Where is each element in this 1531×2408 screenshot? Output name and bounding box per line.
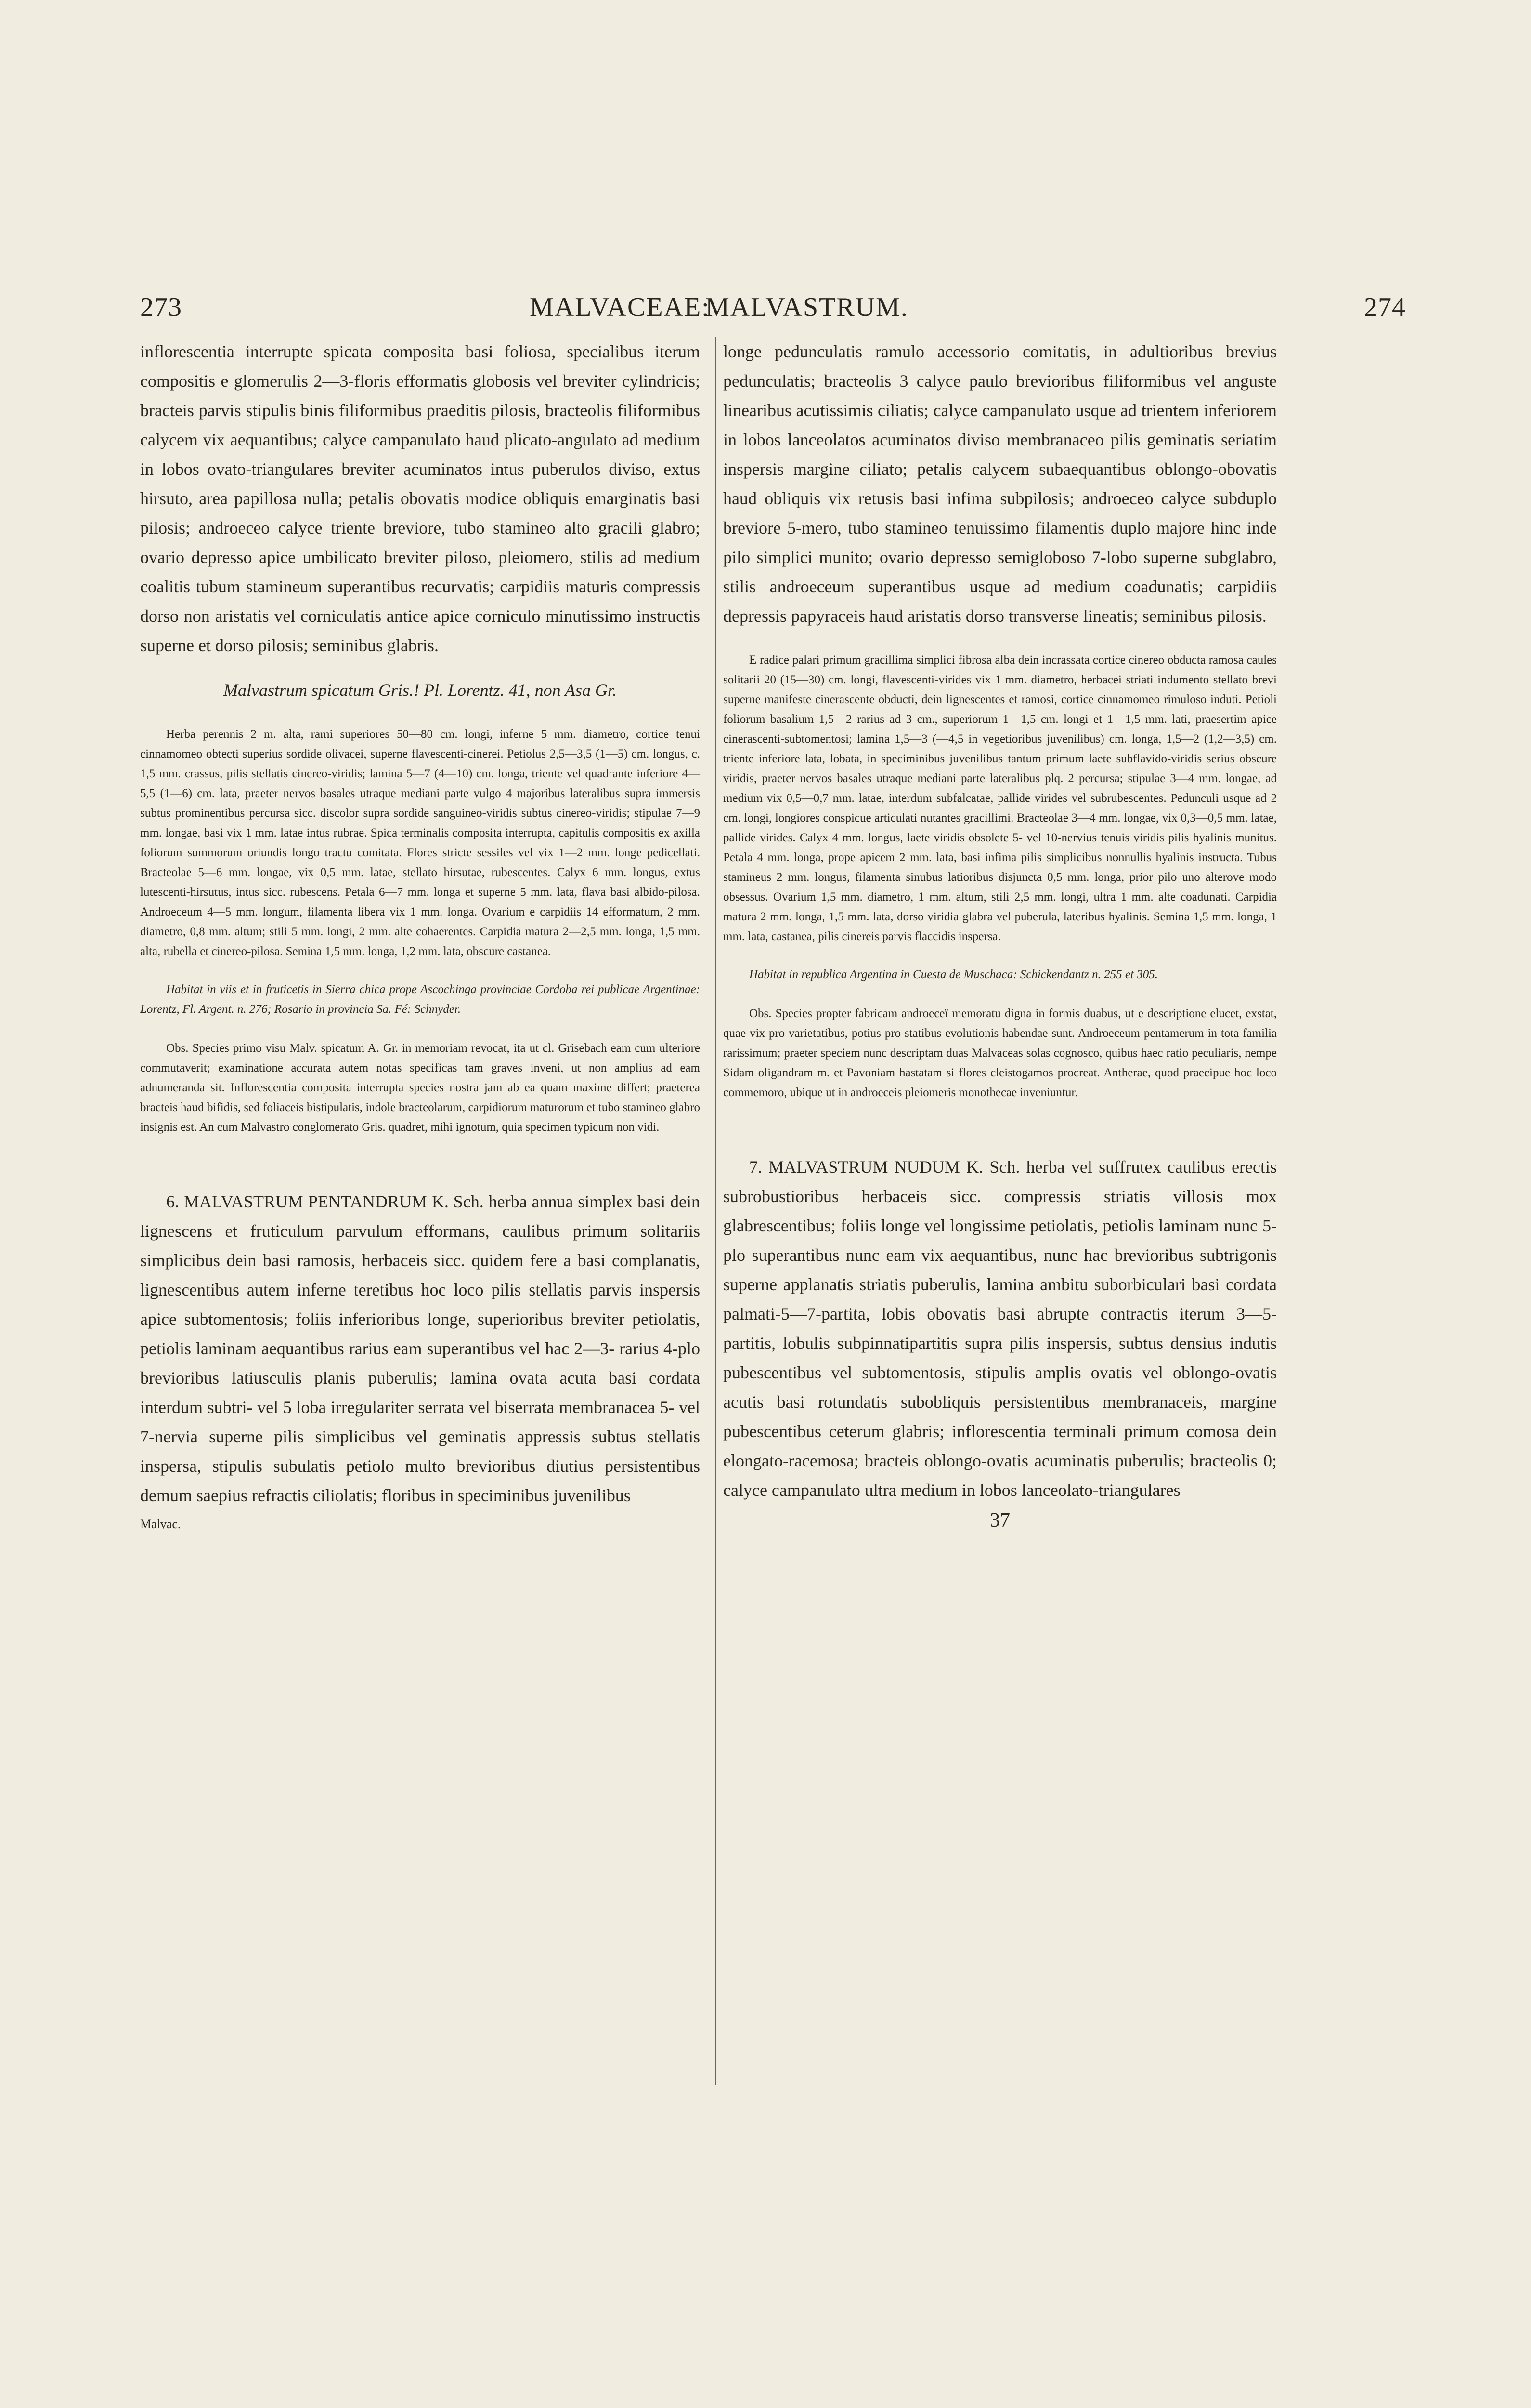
left-citation: Malvastrum spicatum Gris.! Pl. Lorentz. 41, non Asa Gr. — [223, 681, 617, 700]
left-intro-paragraph: inflorescentia interrupte spicata composita basi foliosa, specialibus iterum compositis e glomerulis 2—3-floris efformatis globosis vel breviter cylindricis; bracteis parvis stipulis binis filiformibus praeditis pilosis, bracteolis filiformibus calycem vix aequantibus; calyce campanulato haud plicato-angulato ad medium in lobos ovato-triangulares breviter acuminatos intus puberulos diviso, extus hirsuto, area papillosa nulla; petalis obovatis modice obliquis emarginatis basi pilosis; androeceo calyce triente breviore, tubo stamineo alto gracili glabro; ovario depresso apice umbilicato breviter piloso, pleiomero, stilis ad medium coalitis tubum stamineum superantibus recurvatis; carpidiis maturis compressis dorso non aristatis vel corniculatis antice apice corniculo minutissimo instructis superne et dorso pilosis; seminibus glabris. — [140, 342, 700, 655]
right-observation: Obs. Species propter fabricam androeceï memoratu digna in formis duabus, ut e descriptione elucet, exstat, quae vix pro varietatibus, potius pro statibus evolutionis habendae sunt. Androeceum pentamerum in tota familia rarissimum; praeter speciem nunc descriptam duas Malvaceas solas cognosco, quibus haec ratio peculiaris, nempe Sidam oligandram m. et Pavoniam hastatam si flores cleistogamos procreat. Antherae, quod praecipue hoc loco commemoro, ubique ut in androeceis pleiomeris monothecae inveniuntur. — [723, 1007, 1277, 1099]
left-observation: Obs. Species primo visu Malv. spicatum A. Gr. in memoriam revocat, ita ut cl. Grisebach eam cum ulteriore commutaverit; examinatione accurata autem notas specificas tam graves inveni, ut non amplius ad eam adnumeranda sit. Inflorescentia composita interrupta species nostra jam ab ea quam maxime differt; praeterea bracteis haud bifidis, sed foliaceis bistipulatis, indole bracteolarum, carpidiorum maturorum et tubo stamineo glabro insignis est. An cum Malvastro conglomerato Gris. quadret, mihi ignotum, quia specimen typicum non vidi. — [140, 1042, 700, 1134]
right-habitat: Habitat in republica Argentina in Cuesta de Muschaca: Schickendantz n. 255 et 305. — [749, 968, 1158, 981]
folio-number: 37 — [990, 1509, 1010, 1531]
column-divider — [715, 337, 716, 2085]
left-description: Herba perennis 2 m. alta, rami superiores 50—80 cm. longi, inferne 5 mm. diametro, cortice tenui cinnamomeo obtecti superius sordide olivacei, superne flavescenti-cinerei. Petiolus 2,5—3,5 (1—5) cm. longus, c. 1,5 mm. crassus, pilis stellatis cinereo-viridis; lamina 5—7 (4—10) cm. longa, triente vel quadrante inferiore 4—5,5 (1—6) cm. lata, praeter nervos basales utraque mediani parte vulgo 4 majoribus lateralibus supra immersis subtus prominentibus percursa sicc. discolor supra sordide sanguineo-viridis subtus cinereo-viridis; stipulae 7—9 mm. longae, basi vix 1 mm. latae intus rubrae. Spica terminalis composita interrupta, capitulis compositis ex axilla foliorum summorum oriundis longo tractu comitata. Flores stricte sessiles vel vix 1—2 mm. longe pedicellati. Bracteolae 5—6 mm. longae, vix 0,5 mm. latae, stellato hirsutae, rubescentes. Calyx 6 mm. longus, extus lutescenti-hirsutus, intus sicc. rubescens. Petala 6—7 mm. longa et superne 5 mm. lata, flava basi albido-pilosa. Androeceum 4—5 mm. longum, filamenta libera vix 1 mm. longa. Ovarium e carpidiis 14 efformatum, 2 mm. diametro, 0,8 mm. altum; stili 5 mm. longi, 2 mm. alte cohaerentes. Carpidia matura 2—2,5 mm. longa, 1,5 mm. alta, rubella et cinereo-pilosa. Semina 1,5 mm. longa, 1,2 mm. lata, obscure castanea. — [140, 728, 700, 958]
species-7-paragraph: 7. MALVASTRUM NUDUM K. Sch. herba vel suffrutex caulibus erectis subrobustioribus herbaceis sicc. compressis striatis villosis mox glabrescentibus; foliis longe vel longissime petiolatis, petiolis laminam nunc 5-plo superantibus nunc eam vix aequantibus, nunc hac brevioribus subtrigonis superne applanatis striatis puberulis, lamina ambitu suborbiculari basi cordata palmati-5—7-partita, lobis obovatis basi abrupte contractis iterum 3—5-partitis, lobulis subpinnatipartitis supra pilis inspersis, subtus densius indutis pubescentibus vel subtomentosis, stipulis amplis ovatis vel oblongo-ovatis acutis basi rotundatis subobliquis persistentibus membranaceis, margine pubescentibus ceterum glabris; inflorescentia terminali primum comosa dein elongato-racemosa; bracteis oblongo-ovatis acuminatis puberulis; bracteolis 0; calyce campanulato ultra medium in lobos lanceolato-triangulares — [723, 1157, 1277, 1500]
page-number-right: 274 — [1364, 292, 1406, 322]
right-column — [723, 337, 1277, 1532]
running-head-left: MALVACEAE: — [530, 292, 710, 322]
printer-signature: Malvac. — [140, 1517, 181, 1531]
left-column — [140, 337, 700, 1531]
right-intro-paragraph: longe pedunculatis ramulo accessorio comitatis, in adultioribus brevius pedunculatis; bracteolis 3 calyce paulo brevioribus filiformibus vel anguste linearibus acutissimis ciliatis; calyce campanulato usque ad trientem inferiorem in lobos lanceolatos acuminatos diviso membranaceo pilis geminatis seriatim inspersis margine ciliato; petalis calycem subaequantibus oblongo-obovatis haud obliquis vix retusis basi infima subpilosis; androeceo calyce subduplo breviore 5-mero, tubo stamineo tenuissimo filamentis duplo majore hinc inde pilo simplici munito; ovario depresso semigloboso 7-lobo superne subglabro, stilis androeceum superantibus usque ad medium coadunatis; carpidiis depressis papyraceis haud aristatis dorso transverse lineatis; seminibus pilosis. — [723, 342, 1277, 626]
page-number-left: 273 — [140, 292, 182, 322]
left-habitat: Habitat in viis et in fruticetis in Sierra chica prope Ascochinga provinciae Cordoba rei publicae Argentinae: Lorentz, Fl. Argent. n. 276; Rosario in provincia Sa. Fé: Schnyder. — [140, 983, 700, 1016]
right-description: E radice palari primum gracillima simplici fibrosa alba dein incrassata cortice cinereo obducta ramosa caules solitarii 20 (15—30) cm. longi, flavescenti-virides vix 1 mm. diametro, herbacei striati indumento stellato brevi superne manifeste cinerascente obducti, dein lignescentes et ramosi, cortice cinnamomeo rimuloso induti. Petioli foliorum basalium 1,5—2 rarius ad 3 cm., superiorum 1—1,5 cm. longi et 1—1,5 mm. lati, praesertim apice cinerascenti-subtomentosi; lamina 1,5—3 (—4,5 in vegetioribus juvenilibus) cm. longa, 1,5—2 (1,2—3,5) cm. triente inferiore lata, lobata, in speciminibus juvenilibus tantum primum laete subflavido-viridis serius obscure viridis, praeter nervos basales utraque mediani parte lateralibus plq. 2 percursa; stipulae 3—4 mm. longae, ad medium vix 0,5—0,7 mm. latae, interdum subfalcatae, pallide virides vel subrubescentes. Pedunculi usque ad 2 cm. longi, longiores conspicue articulati nutantes gracillimi. Bracteolae 3—4 mm. longae, vix 0,3—0,5 mm. latae, pallide virides. Calyx 4 mm. longus, laete viridis obsolete 5- vel 10-nervius tenuis viridis pilis hyalinis munitus. Petala 4 mm. longa, prope apicem 2 mm. lata, basi infima pilis simplicibus nonnullis hyalinis instructa. Tubus stamineus 2 mm. longus, filamenta sinubus latioribus disjuncta 0,5 mm. longa, prior pilo uno alterove modo obsessus. Ovarium 1,5 mm. diametro, 1 mm. altum, stili 2,5 mm. longi, ultra 1 mm. alte coadunati. Carpidia matura 2 mm. longa, 1,5 mm. lata, dorso viridia glabra vel puberula, lateribus hyalinis. Semina 1,5 mm. longa, 1 mm. lata, castanea, pilis cinereis parvis flaccidis inspersa. — [723, 654, 1277, 943]
running-head-right: MALVASTRUM. — [705, 292, 908, 322]
species-6-paragraph: 6. MALVASTRUM PENTANDRUM K. Sch. herba annua simplex basi dein lignescens et fruticulum parvulum efformans, caulibus primum solitariis simplicibus dein basi ramosis, herbaceis sicc. quidem fere a basi complanatis, lignescentibus autem inferne teretibus hoc loco pilis stellatis parvis inspersis apice subtomentosis; foliis inferioribus longe, superioribus breviter petiolatis, petiolis laminam aequantibus rarius eam superantibus vel hac 2—3- rarius 4-plo brevioribus latiusculis planis puberulis; lamina ovata acuta basi cordata interdum subtri- vel 5 loba irregulariter serrata vel biserrata membranacea 5- vel 7-nervia superne pilis simplicibus vel geminatis appressis subtus stellatis inspersa, stipulis subulatis petiolo multo brevioribus diutius persistentibus demum saepius refractis ciliolatis; floribus in speciminibus juvenilibus — [140, 1192, 700, 1505]
